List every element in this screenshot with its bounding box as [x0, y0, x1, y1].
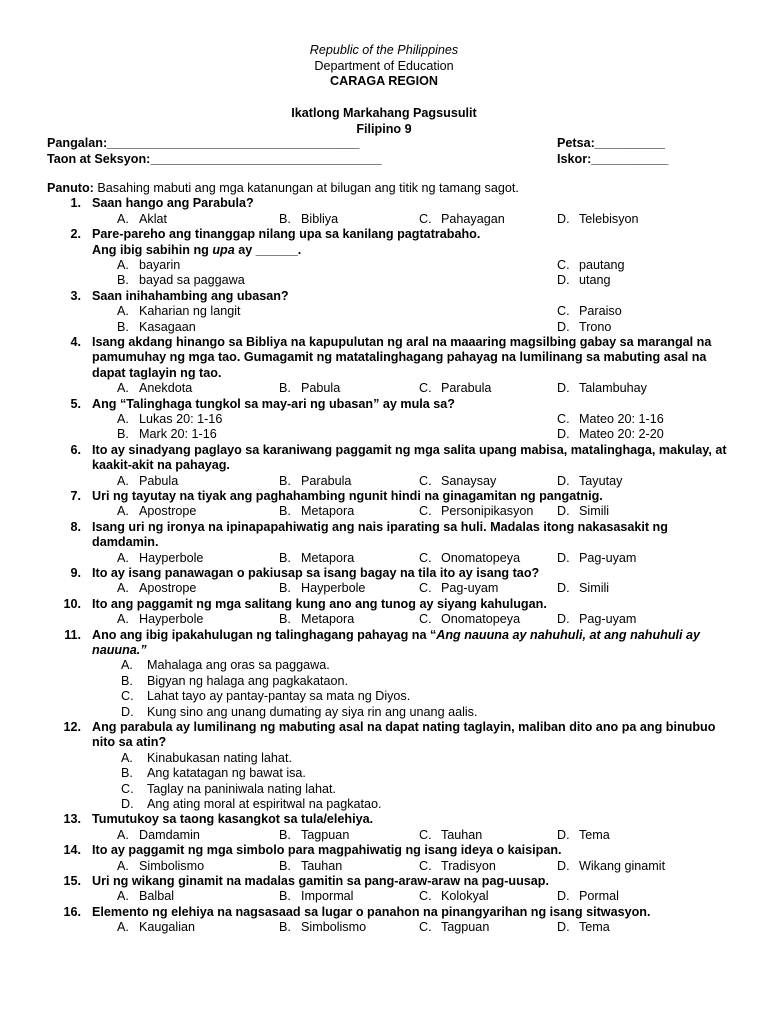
question-number: 7. [70, 488, 81, 503]
instructions-text: Basahing mabuti ang mga katanungan at bilugan ang titik ng tamang sagot. [93, 181, 519, 195]
option[interactable]: A. Kaharian ng langit [117, 304, 241, 319]
question [47, 397, 737, 412]
option[interactable]: D. Pag-uyam [557, 612, 637, 627]
option[interactable]: B. Metapora [279, 504, 355, 519]
option[interactable]: C. Tauhan [419, 827, 483, 842]
date-field[interactable]: Petsa:__________ [557, 136, 665, 150]
question [47, 874, 737, 889]
option[interactable]: B. Bibliya [279, 211, 339, 226]
question-number: 8. [70, 519, 81, 534]
option[interactable]: C. Personipikasyon [419, 504, 534, 519]
question [47, 489, 737, 504]
question-number: 4. [70, 334, 81, 349]
section-field[interactable]: Taon at Seksyon:_________________________________ [47, 151, 382, 166]
question-text: Isang uri ng ironya na ipinapapahiwatig ang nais iparating sa huli. Madalas itong nakasasakit ng damdamin. [92, 519, 668, 550]
option[interactable]: C. pautang [557, 258, 625, 273]
options-row [47, 828, 737, 843]
option[interactable]: C. Tradisyon [419, 858, 496, 873]
option[interactable]: D. Talambuhay [557, 381, 647, 396]
question-text: Isang akdang hinango sa Bibliya na kapupulutan ng aral na maaaring magsilbing gabay sa marangal na pamumuhay ng mga tao. Gumagamit ng matatalinghagang pahayag na lumilinang sa mabuting asal na dapat taglayin ng tao. [92, 334, 712, 380]
option[interactable]: D. Telebisyon [557, 211, 639, 226]
option[interactable]: C. Kolokyal [419, 889, 489, 904]
option[interactable]: C. Sanaysay [419, 473, 497, 488]
question-number: 11. [64, 627, 81, 642]
question-number: 3. [70, 288, 81, 303]
option[interactable]: B. Simbolismo [279, 920, 367, 935]
option[interactable]: A. Anekdota [117, 381, 193, 396]
option[interactable]: A. Simbolismo [117, 858, 205, 873]
option[interactable]: B. bayad sa paggawa [117, 273, 245, 288]
question [47, 843, 737, 858]
option[interactable]: A. Lukas 20: 1-16 [117, 412, 223, 426]
question-text: Saan hango ang Parabula? [92, 196, 254, 211]
exam-content [47, 181, 737, 936]
option[interactable]: A. Hayperbole [117, 550, 204, 565]
option[interactable]: C. Lahat tayo ay pantay-pantay sa mata ng Diyos. [121, 689, 411, 704]
question-text: Ito ang paggamit ng mga salitang kung ano ang tunog ay siyang kahulugan. [92, 596, 547, 611]
option[interactable]: A. Kinabukasan nating lahat. [121, 750, 292, 765]
question-number: 1. [70, 196, 81, 211]
question-number: 15. [63, 874, 81, 889]
question-number: 10. [63, 596, 81, 611]
question [47, 443, 737, 474]
instructions-label: Panuto: [47, 181, 94, 195]
option[interactable]: D. Ang ating moral at espiritwal na pagkatao. [121, 797, 382, 812]
question [47, 196, 737, 211]
option[interactable]: D. Pormal [557, 889, 619, 904]
region-line: CARAGA REGION [330, 74, 438, 88]
option[interactable]: C. Paraiso [557, 304, 622, 319]
options-row [47, 551, 737, 566]
option[interactable]: B. Hayperbole [279, 581, 366, 596]
name-field[interactable]: Pangalan:____________________________________ [47, 136, 360, 150]
options-row [47, 581, 737, 596]
question-number: 2. [70, 227, 81, 242]
option[interactable]: C. Mateo 20: 1-16 [557, 412, 664, 426]
option[interactable]: C. Pag-uyam [419, 581, 499, 596]
option[interactable]: B. Bigyan ng halaga ang pagkakataon. [121, 673, 348, 688]
question [47, 628, 737, 659]
question [47, 905, 737, 920]
question [47, 720, 737, 751]
option[interactable]: D. Tema [557, 827, 610, 842]
option[interactable]: D. Simili [557, 581, 610, 596]
option[interactable]: A. Apostrope [117, 504, 197, 519]
options-row [47, 258, 737, 273]
options-row [47, 381, 737, 396]
options-row [47, 474, 737, 489]
question-number: 13. [63, 812, 81, 827]
question-number: 9. [70, 565, 81, 580]
options-row [47, 412, 737, 427]
options-row [47, 889, 737, 904]
question-number: 6. [70, 442, 81, 457]
instructions [47, 181, 737, 196]
option[interactable]: B. Kasagaan [117, 319, 196, 334]
option[interactable]: A. Mahalaga ang oras sa paggawa. [121, 658, 330, 673]
department-line: Department of Education [314, 58, 454, 73]
question-text: Ang parabula ay lumilinang ng mabuting asal na dapat nating taglayin, maliban dito ano pa ang binubuo nito sa atin? [92, 720, 716, 750]
option[interactable]: A. Apostrope [117, 581, 197, 596]
option[interactable]: D. Wikang ginamit [557, 858, 666, 873]
option[interactable]: B. Mark 20: 1-16 [117, 427, 217, 442]
option[interactable]: B. Tagpuan [279, 827, 350, 842]
question [47, 335, 737, 381]
option[interactable]: B. Metapora [279, 612, 355, 627]
options-row [47, 920, 737, 935]
question-text: Uri ng wikang ginamit na madalas gamitin sa pang-araw-araw na pag-uusap. [92, 874, 549, 889]
options-row [47, 212, 737, 227]
question-text: Ito ay sinadyang paglayo sa karaniwang paggamit ng mga salita upang mabisa, matalinghaga, makulay, at kaakit-akit na pahayag. [92, 442, 727, 473]
option[interactable]: D. Kung sino ang unang dumating ay siya rin ang unang aalis. [121, 704, 478, 719]
option[interactable]: D. Trono [557, 319, 612, 334]
option[interactable]: A. Aklat [117, 211, 167, 226]
option[interactable]: D. Mateo 20: 2-20 [557, 427, 664, 442]
option[interactable]: C. Pahayagan [419, 211, 505, 226]
option[interactable]: A. Damdamin [117, 827, 200, 842]
option[interactable]: C. Parabula [419, 381, 492, 396]
option[interactable]: D. Tayutay [557, 473, 623, 488]
question-text: Tumutukoy sa taong kasangkot sa tula/elehiya. [92, 812, 374, 827]
option[interactable]: A. bayarin [117, 258, 181, 273]
question-number: 5. [70, 396, 81, 411]
question-text: Ito ay paggamit ng mga simbolo para magpahiwatig ng isang ideya o kaisipan. [92, 843, 562, 858]
option[interactable]: B. Impormal [279, 889, 354, 904]
options-row [47, 320, 737, 335]
option[interactable]: B. Tauhan [279, 858, 343, 873]
options-row [47, 427, 737, 442]
question [47, 812, 737, 827]
exam-title: Ikatlong Markahang Pagsusulit [291, 106, 477, 120]
option[interactable]: C. Onomatopeya [419, 550, 521, 565]
option[interactable]: B. Parabula [279, 473, 352, 488]
option[interactable]: B. Metapora [279, 550, 355, 565]
option[interactable]: B. Ang katatagan ng bawat isa. [121, 766, 306, 781]
question-number: 12. [63, 720, 81, 735]
option[interactable]: D. Pag-uyam [557, 550, 637, 565]
question [47, 289, 737, 304]
question-text: Elemento ng elehiya na nagsasaad sa lugar o panahon na pinangyarihan ng isang sitwasyon. [92, 904, 651, 919]
document-header [0, 43, 768, 90]
question-text: Ang “Talinghaga tungkol sa may-ari ng ubasan” ay mula sa? [92, 396, 455, 411]
option[interactable]: D. Simili [557, 504, 610, 519]
option[interactable]: C. Onomatopeya [419, 612, 521, 627]
option[interactable]: D. utang [557, 273, 611, 288]
option[interactable]: B. Pabula [279, 381, 341, 396]
options-row [47, 612, 737, 627]
subject-title: Filipino 9 [356, 121, 412, 136]
option[interactable]: A. Balbal [117, 889, 175, 904]
question-number: 16. [63, 904, 81, 919]
exam-title-block [0, 106, 768, 137]
option[interactable]: C. Taglay na paniniwala nating lahat. [121, 781, 337, 796]
question-number: 14. [63, 843, 81, 858]
options-row [47, 859, 737, 874]
question-text: Uri ng tayutay na tiyak ang paghahambing ngunit hindi na ginagamitan ng pangatnig. [92, 488, 603, 503]
question [47, 597, 737, 612]
question-text: Saan inihahambing ang ubasan? [92, 288, 289, 303]
options-row [47, 504, 737, 519]
question-text: Ano ang ibig ipakahulugan ng talinghagang pahayag na “Ang nauuna ay nahuhuli, at ang nahuhuli ay nauuna.” [92, 627, 701, 657]
question [47, 520, 737, 551]
option[interactable]: D. Tema [557, 920, 610, 935]
options-row [47, 273, 737, 288]
options-row [47, 304, 737, 319]
student-info-fields [47, 136, 727, 167]
option[interactable]: A. Hayperbole [117, 612, 204, 627]
option[interactable]: C. Tagpuan [419, 920, 490, 935]
question-text: Pare-pareho ang tinanggap nilang upa sa kanilang pagtatrabaho. [92, 227, 481, 242]
option[interactable]: A. Pabula [117, 473, 179, 488]
option[interactable]: A. Kaugalian [117, 920, 196, 935]
question-text: Ito ay isang panawagan o pakiusap sa isang bagay na tila ito ay isang tao? [92, 565, 540, 580]
republic-line: Republic of the Philippines [309, 43, 459, 57]
question: 2. Pare-pareho ang tinanggap nilang upa sa kanilang pagtatrabaho. Ang ibig sabihin ng upa ay ______. [47, 227, 737, 258]
question [47, 566, 737, 581]
score-field[interactable]: Iskor:___________ [557, 151, 669, 166]
